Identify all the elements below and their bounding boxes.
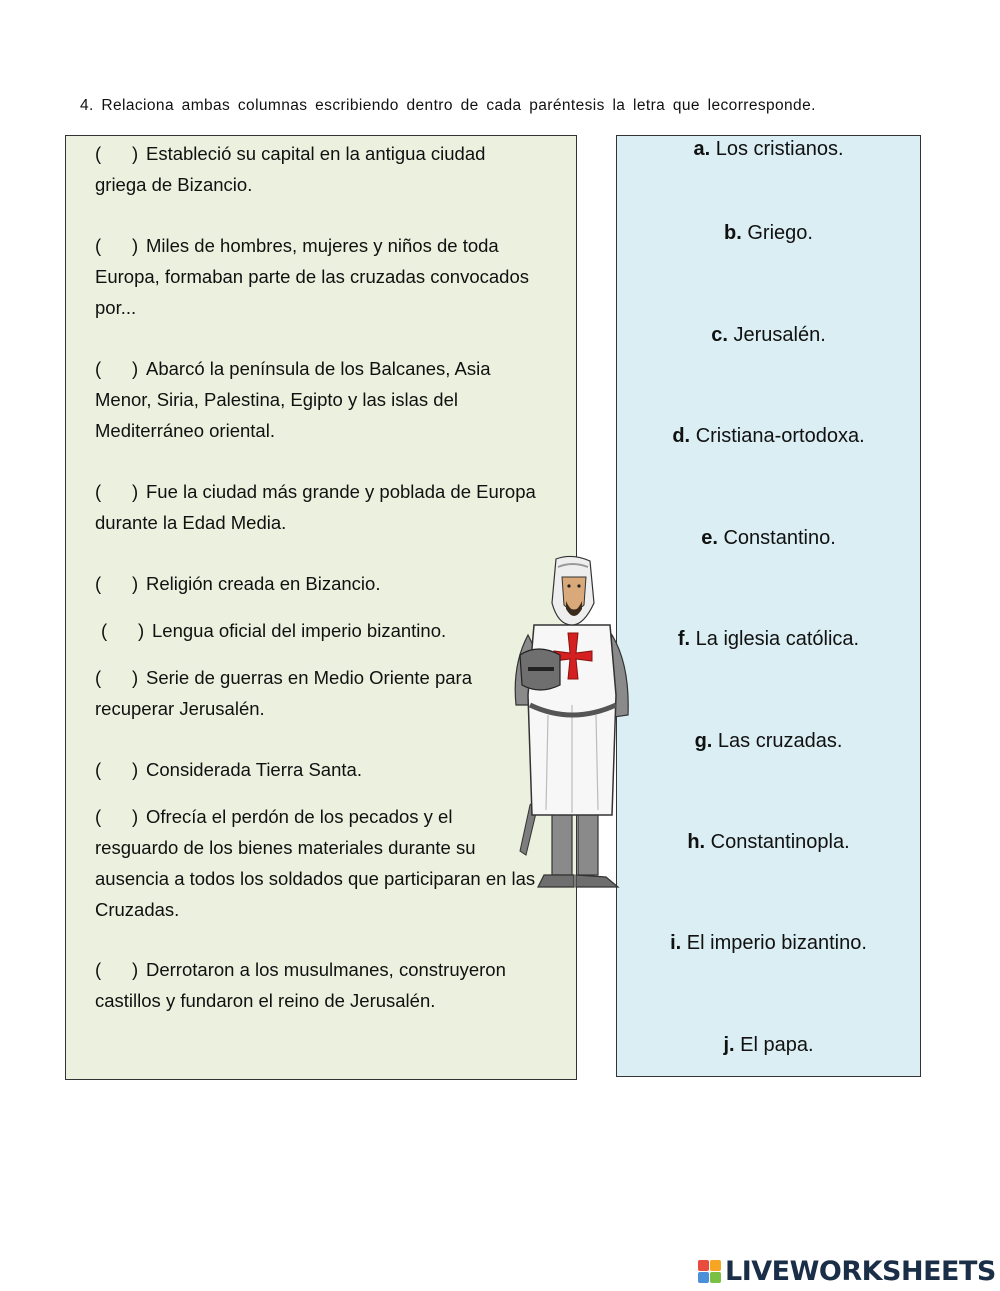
answer-parenthesis[interactable]: ( ) [95,143,139,164]
answers-column [616,135,921,1077]
statement-8: ( ) Considerada Tierra Santa. [95,754,565,785]
answer-option-g: g. Las cruzadas. [694,730,843,752]
answer-parenthesis[interactable]: ( ) [95,358,139,379]
statement-4: ( ) Fue la ciudad más grande y poblada de Europa durante la Edad Media. [95,476,565,538]
answer-parenthesis[interactable]: ( ) [101,620,145,641]
answer-parenthesis[interactable]: ( ) [95,573,139,594]
liveworksheets-logo [698,1254,996,1288]
answer-option-c: c. Jerusalén. [711,324,826,346]
statement-5: ( ) Religión creada en Bizancio. [95,568,565,599]
answer-option-e: e. Constantino. [701,527,836,549]
statements-column [65,135,577,1080]
answer-option-b: b. Griego. [724,222,813,244]
answer-parenthesis[interactable]: ( ) [95,667,139,688]
answer-option-i: i. El imperio bizantino. [670,932,867,954]
answer-option-h: h. Constantinopla. [687,831,850,853]
crusader-knight-illustration [508,555,638,890]
answer-parenthesis[interactable]: ( ) [95,959,139,980]
statement-2: ( ) Miles de hombres, mujeres y niños de toda Europa, formaban parte de las cruzadas convocados por... [95,230,565,323]
logo-text: LIVEWORKSHEETS [725,1255,996,1287]
answer-option-j: j. El papa. [723,1034,814,1056]
statement-1: ( ) Estableció su capital en la antigua ciudad griega de Bizancio. [95,138,565,200]
answer-parenthesis[interactable]: ( ) [95,806,139,827]
statement-9: ( ) Ofrecía el perdón de los pecados y el resguardo de los bienes materiales durante su ausencia a todos los soldados que participaran en las Cruzadas. [95,801,565,925]
statement-7: ( ) Serie de guerras en Medio Oriente para recuperar Jerusalén. [95,662,565,724]
answer-option-f: f. La iglesia católica. [677,628,860,650]
statement-3: ( ) Abarcó la península de los Balcanes, Asia Menor, Siria, Palestina, Egipto y las islas del Mediterráneo oriental. [95,353,565,446]
answer-parenthesis[interactable]: ( ) [95,481,139,502]
statement-6: ( ) Lengua oficial del imperio bizantino. [101,615,571,646]
answer-parenthesis[interactable]: ( ) [95,759,139,780]
instruction-text: 4. Relaciona ambas columnas escribiendo dentro de cada paréntesis la letra que lecorresponde. [80,97,816,114]
answer-option-a: a. Los cristianos. [693,138,844,160]
answer-parenthesis[interactable]: ( ) [95,235,139,256]
logo-mark-icon [698,1260,721,1283]
statement-10: ( ) Derrotaron a los musulmanes, construyeron castillos y fundaron el reino de Jerusalén. [95,954,565,1016]
answer-option-d: d. Cristiana-ortodoxa. [672,425,865,447]
